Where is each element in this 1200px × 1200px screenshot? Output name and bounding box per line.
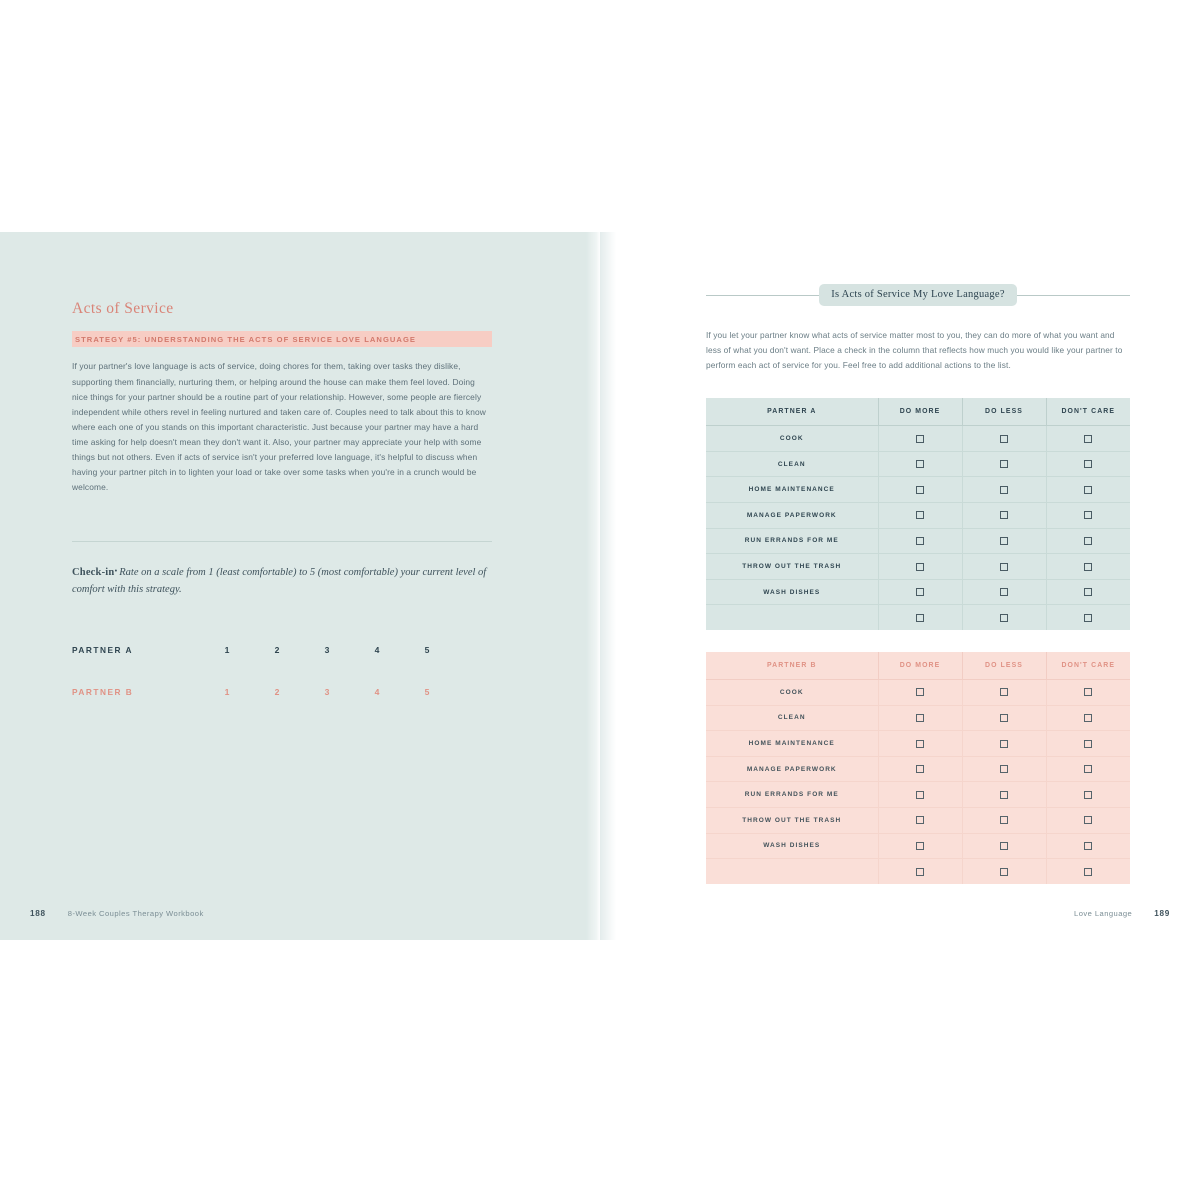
comfort-scale-table xyxy=(72,629,452,713)
row-label: CLEAN xyxy=(706,451,878,477)
checkbox-icon[interactable] xyxy=(916,791,924,799)
checkbox-icon[interactable] xyxy=(1084,791,1092,799)
worksheet-instructions: If you let your partner know what acts of service matter most to you, they can do more of what you want and less of what you don't want. Place a check in the column that reflects how much you would like your partner to perform each act of service for you. Feel free to add additional actions to the list. xyxy=(706,330,1123,370)
checkbox-cell[interactable] xyxy=(962,756,1046,782)
checkbox-cell[interactable] xyxy=(1046,731,1130,757)
checkbox-icon[interactable] xyxy=(916,842,924,850)
checkbox-cell[interactable] xyxy=(1046,554,1130,580)
row-label: THROW OUT THE TRASH xyxy=(706,808,878,834)
checkbox-icon[interactable] xyxy=(916,511,924,519)
table-row xyxy=(706,833,1130,859)
table-row xyxy=(706,426,1130,452)
check-in-bullet: • xyxy=(114,566,120,576)
table-row xyxy=(706,554,1130,580)
checkbox-cell[interactable] xyxy=(962,426,1046,452)
checkbox-icon[interactable] xyxy=(1000,868,1008,876)
checkbox-cell[interactable] xyxy=(962,833,1046,859)
checkbox-cell[interactable] xyxy=(1046,756,1130,782)
checkbox-cell[interactable] xyxy=(962,477,1046,503)
row-label: COOK xyxy=(706,680,878,706)
checkbox-cell[interactable] xyxy=(878,426,962,452)
page-number-right: 189 xyxy=(1154,909,1170,918)
page-title: Acts of Service xyxy=(72,300,174,317)
checkbox-icon[interactable] xyxy=(1000,511,1008,519)
scale-option-b-4[interactable]: 4 xyxy=(374,686,380,697)
body-paragraph: If your partner's love language is acts of service, doing chores for them, taking over tasks they dislike, supporting them financially, nurturing them, or helping around the house can make them feel loved. Doing nice things for your partner should be a routine part of your relationship. However, some people are fiercely independent while others revel in feeling nurtured and taken care of. Couples need to talk about this to know where each one of you stands on this important characteristic. Just because your partner may have a hard time asking for help doesn't mean they don't want it. Also, your partner may appreciate your help with some things but not others. Even if acts of service isn't your preferred love language, it's helpful to discuss when having your partner pitch in to lighten your load or take over some tasks when you're in a crunch would be welcome. xyxy=(72,361,486,492)
checkbox-icon[interactable] xyxy=(1084,588,1092,596)
section-divider xyxy=(72,541,492,542)
checkbox-icon[interactable] xyxy=(1084,868,1092,876)
scale-option-b-3[interactable]: 3 xyxy=(324,686,330,697)
row-label-blank[interactable] xyxy=(706,605,878,630)
checkbox-icon[interactable] xyxy=(1000,816,1008,824)
checkbox-cell[interactable] xyxy=(962,451,1046,477)
checkbox-icon[interactable] xyxy=(1084,765,1092,773)
checkbox-icon[interactable] xyxy=(1000,740,1008,748)
checkbox-cell[interactable] xyxy=(878,528,962,554)
checkbox-icon[interactable] xyxy=(1000,486,1008,494)
checkbox-icon[interactable] xyxy=(916,765,924,773)
checkbox-icon[interactable] xyxy=(916,537,924,545)
checkbox-icon[interactable] xyxy=(916,486,924,494)
running-head-right: Love Language xyxy=(1074,909,1133,918)
check-in-label: Check-in xyxy=(72,566,115,578)
checkbox-cell[interactable] xyxy=(1046,705,1130,731)
row-label: RUN ERRANDS FOR ME xyxy=(706,528,878,554)
row-label: HOME MAINTENANCE xyxy=(706,731,878,757)
checkbox-cell[interactable] xyxy=(878,859,962,884)
header-rule-left xyxy=(706,295,819,296)
table-header-row xyxy=(706,652,1130,680)
table-row xyxy=(706,705,1130,731)
row-label: WASH DISHES xyxy=(706,833,878,859)
checkbox-cell[interactable] xyxy=(1046,503,1130,529)
worksheet-title: Is Acts of Service My Love Language? xyxy=(819,284,1016,306)
checkbox-cell[interactable] xyxy=(962,808,1046,834)
checkbox-cell[interactable] xyxy=(962,859,1046,884)
checkbox-cell[interactable] xyxy=(962,605,1046,630)
table-row xyxy=(706,451,1130,477)
table-row xyxy=(706,756,1130,782)
checkbox-icon[interactable] xyxy=(916,714,924,722)
checkbox-cell[interactable] xyxy=(962,528,1046,554)
checkbox-icon[interactable] xyxy=(1000,614,1008,622)
checklist-table-partner-b xyxy=(706,652,1130,884)
checkbox-cell[interactable] xyxy=(1046,528,1130,554)
checkbox-icon[interactable] xyxy=(1084,486,1092,494)
checkbox-icon[interactable] xyxy=(916,588,924,596)
checkbox-icon[interactable] xyxy=(1084,563,1092,571)
column-header-partner: PARTNER B xyxy=(706,652,878,680)
checkbox-icon[interactable] xyxy=(916,460,924,468)
table-row xyxy=(706,528,1130,554)
checkbox-icon[interactable] xyxy=(1084,435,1092,443)
table-row xyxy=(706,808,1130,834)
left-page-content xyxy=(72,300,492,713)
checkbox-icon[interactable] xyxy=(1000,842,1008,850)
scale-option-a-3[interactable]: 3 xyxy=(324,644,330,655)
table-row xyxy=(72,671,452,713)
table-row xyxy=(706,477,1130,503)
checkbox-icon[interactable] xyxy=(1084,511,1092,519)
scale-option-b-5[interactable]: 5 xyxy=(424,686,430,697)
column-header-do-less: DO LESS xyxy=(962,398,1046,426)
right-page-content xyxy=(706,284,1130,884)
scale-option-b-1[interactable]: 1 xyxy=(224,686,230,697)
checkbox-cell[interactable] xyxy=(878,731,962,757)
checkbox-cell[interactable] xyxy=(878,680,962,706)
row-label: MANAGE PAPERWORK xyxy=(706,756,878,782)
checkbox-icon[interactable] xyxy=(1000,460,1008,468)
checkbox-icon[interactable] xyxy=(916,614,924,622)
checkbox-icon[interactable] xyxy=(1000,688,1008,696)
right-page xyxy=(600,232,1200,940)
checkbox-icon[interactable] xyxy=(916,563,924,571)
checkbox-cell[interactable] xyxy=(878,833,962,859)
scale-option-a-1[interactable]: 1 xyxy=(224,644,230,655)
checkbox-icon[interactable] xyxy=(916,435,924,443)
row-label: HOME MAINTENANCE xyxy=(706,477,878,503)
checkbox-icon[interactable] xyxy=(916,868,924,876)
checkbox-cell[interactable] xyxy=(1046,859,1130,884)
column-header-do-more: DO MORE xyxy=(878,652,962,680)
checkbox-cell[interactable] xyxy=(1046,451,1130,477)
checkbox-icon[interactable] xyxy=(916,740,924,748)
scale-option-a-5[interactable]: 5 xyxy=(424,644,430,655)
column-header-dont-care: DON'T CARE xyxy=(1046,398,1130,426)
column-header-do-less: DO LESS xyxy=(962,652,1046,680)
checkbox-icon[interactable] xyxy=(1000,765,1008,773)
checkbox-cell[interactable] xyxy=(878,503,962,529)
checkbox-cell[interactable] xyxy=(962,680,1046,706)
checkbox-cell[interactable] xyxy=(962,731,1046,757)
row-label: RUN ERRANDS FOR ME xyxy=(706,782,878,808)
page-number-left: 188 xyxy=(30,909,46,918)
checkbox-icon[interactable] xyxy=(916,688,924,696)
checkbox-icon[interactable] xyxy=(1000,563,1008,571)
checkbox-cell[interactable] xyxy=(1046,605,1130,630)
checkbox-icon[interactable] xyxy=(1084,537,1092,545)
worksheet-header xyxy=(706,284,1130,306)
checkbox-cell[interactable] xyxy=(878,605,962,630)
row-label: WASH DISHES xyxy=(706,579,878,605)
row-label: MANAGE PAPERWORK xyxy=(706,503,878,529)
table-header-row xyxy=(706,398,1130,426)
strategy-banner: STRATEGY #5: UNDERSTANDING THE ACTS OF SERVICE LOVE LANGUAGE xyxy=(72,331,492,347)
checkbox-cell[interactable] xyxy=(878,477,962,503)
table-row xyxy=(706,579,1130,605)
row-label: THROW OUT THE TRASH xyxy=(706,554,878,580)
checklist-table-partner-a xyxy=(706,398,1130,630)
check-in-instruction: Rate on a scale from 1 (least comfortable) to 5 (most comfortable) your current level of comfort with this strategy. xyxy=(72,566,487,596)
checkbox-icon[interactable] xyxy=(1000,435,1008,443)
running-head-left: 8-Week Couples Therapy Workbook xyxy=(67,909,204,918)
scale-option-b-2[interactable]: 2 xyxy=(274,686,280,697)
checkbox-icon[interactable] xyxy=(1084,816,1092,824)
table-row xyxy=(706,782,1130,808)
checkbox-icon[interactable] xyxy=(1000,791,1008,799)
checkbox-cell[interactable] xyxy=(878,756,962,782)
table-row xyxy=(72,629,452,671)
checkbox-icon[interactable] xyxy=(916,816,924,824)
checkbox-cell[interactable] xyxy=(878,808,962,834)
left-page xyxy=(0,232,600,940)
column-header-do-more: DO MORE xyxy=(878,398,962,426)
checkbox-cell[interactable] xyxy=(1046,579,1130,605)
check-in-text xyxy=(72,564,492,599)
header-rule-right xyxy=(1017,295,1130,296)
column-header-dont-care: DON'T CARE xyxy=(1046,652,1130,680)
scale-row-label-partner-b: PARTNER B xyxy=(72,686,134,697)
checkbox-cell[interactable] xyxy=(962,705,1046,731)
row-label: COOK xyxy=(706,426,878,452)
checkbox-cell[interactable] xyxy=(1046,833,1130,859)
checkbox-cell[interactable] xyxy=(962,554,1046,580)
checkbox-cell[interactable] xyxy=(878,554,962,580)
scale-row-label-partner-a: PARTNER A xyxy=(72,644,133,655)
checkbox-icon[interactable] xyxy=(1084,842,1092,850)
checkbox-cell[interactable] xyxy=(1046,426,1130,452)
checkbox-cell[interactable] xyxy=(962,579,1046,605)
book-spread xyxy=(0,232,1200,940)
table-row xyxy=(706,680,1130,706)
checkbox-cell[interactable] xyxy=(878,705,962,731)
checkbox-cell[interactable] xyxy=(962,782,1046,808)
checkbox-cell[interactable] xyxy=(1046,808,1130,834)
checkbox-icon[interactable] xyxy=(1000,714,1008,722)
row-label-blank[interactable] xyxy=(706,859,878,884)
table-row xyxy=(706,503,1130,529)
checkbox-icon[interactable] xyxy=(1084,614,1092,622)
checkbox-icon[interactable] xyxy=(1084,740,1092,748)
table-row xyxy=(706,731,1130,757)
checkbox-icon[interactable] xyxy=(1084,460,1092,468)
table-row xyxy=(706,605,1130,630)
left-page-footer xyxy=(30,909,204,918)
right-page-footer xyxy=(1074,909,1170,918)
checkbox-cell[interactable] xyxy=(962,503,1046,529)
checkbox-cell[interactable] xyxy=(878,451,962,477)
checkbox-cell[interactable] xyxy=(1046,680,1130,706)
checkbox-icon[interactable] xyxy=(1084,714,1092,722)
scale-option-a-2[interactable]: 2 xyxy=(274,644,280,655)
scale-option-a-4[interactable]: 4 xyxy=(374,644,380,655)
checkbox-icon[interactable] xyxy=(1084,688,1092,696)
checkbox-cell[interactable] xyxy=(878,782,962,808)
table-row xyxy=(706,859,1130,884)
checkbox-icon[interactable] xyxy=(1000,537,1008,545)
check-in-block xyxy=(72,564,492,599)
checkbox-cell[interactable] xyxy=(1046,782,1130,808)
column-header-partner: PARTNER A xyxy=(706,398,878,426)
row-label: CLEAN xyxy=(706,705,878,731)
checkbox-cell[interactable] xyxy=(878,579,962,605)
checkbox-icon[interactable] xyxy=(1000,588,1008,596)
checkbox-cell[interactable] xyxy=(1046,477,1130,503)
